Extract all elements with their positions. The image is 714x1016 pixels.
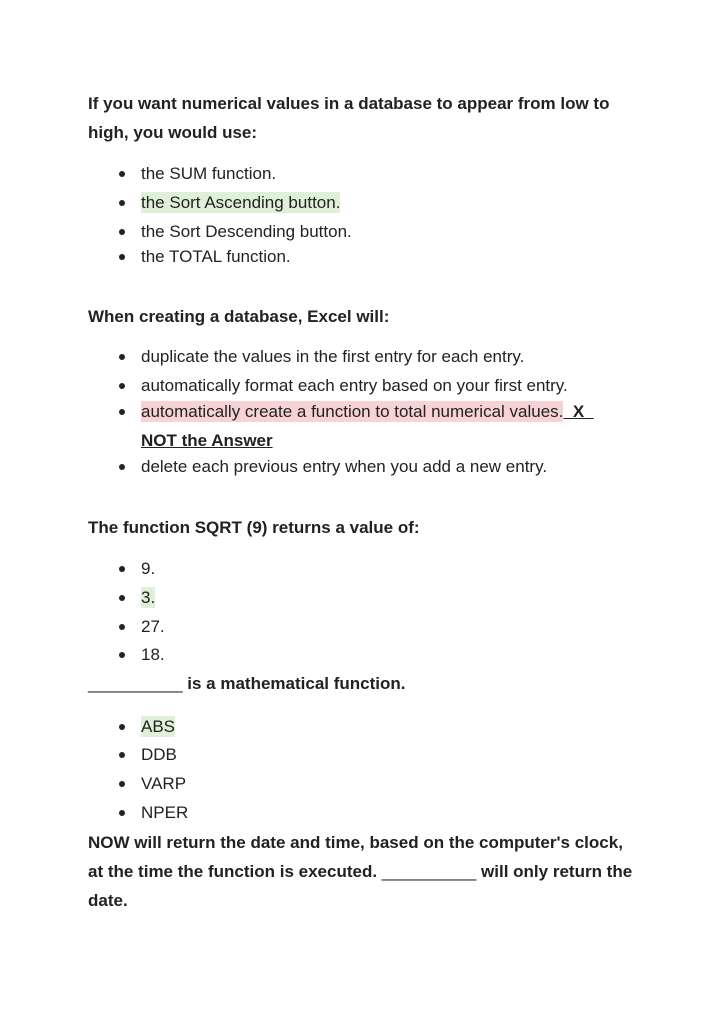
wrong-answer-highlight: automatically create a function to total numerical values.: [141, 402, 564, 421]
option-text: the Sort Descending button.: [141, 222, 352, 241]
answer-blank: __________: [381, 862, 477, 881]
list-item: [88, 374, 633, 398]
bullet-icon: [119, 810, 125, 816]
option-text: automatically format each entry based on your first entry.: [141, 376, 568, 395]
bullet-icon: [119, 652, 125, 658]
option-text: 27.: [141, 617, 165, 636]
bullet-icon: [119, 624, 125, 630]
list-item: [88, 557, 633, 581]
bullet-icon: [119, 566, 125, 572]
list-item: [88, 397, 633, 455]
bullet-icon: [119, 781, 125, 787]
question-3: The function SQRT (9) returns a value of:: [88, 518, 420, 537]
bullet-icon: [119, 171, 125, 177]
list-item: [88, 455, 633, 479]
list-item: [88, 191, 633, 215]
bullet-icon: [119, 354, 125, 360]
option-text: the SUM function.: [141, 164, 277, 183]
option-text: delete each previous entry when you add a new entry.: [141, 457, 548, 476]
option-text: the TOTAL function.: [141, 247, 291, 266]
option-text: NPER: [141, 803, 189, 822]
bullet-icon: [119, 724, 125, 730]
correct-answer-highlight: 3.: [141, 588, 156, 607]
correct-answer-highlight: the Sort Ascending button.: [141, 193, 341, 212]
question-1-options: [88, 162, 633, 269]
bullet-icon: [119, 409, 125, 415]
list-item: [88, 162, 633, 186]
list-item: [88, 586, 633, 610]
bullet-icon: [119, 200, 125, 206]
bullet-icon: [119, 383, 125, 389]
list-item: [88, 643, 633, 667]
option-text: 9.: [141, 559, 156, 578]
list-item: [88, 220, 633, 244]
bullet-icon: [119, 254, 125, 260]
list-item: [88, 715, 633, 739]
list-item: [88, 743, 633, 767]
question-2-options: [88, 345, 633, 479]
wrong-answer-note: NOT the Answer: [141, 431, 273, 450]
bullet-icon: [119, 752, 125, 758]
list-item: [88, 345, 633, 369]
question-5-text-before: NOW will return the date and time, based on the computer's clock, at the time the function is executed.: [88, 833, 623, 881]
question-4: [88, 669, 633, 698]
list-item: [88, 615, 633, 639]
option-text: DDB: [141, 745, 177, 764]
question-5-text-after: will only return the date.: [88, 862, 633, 910]
list-item: [88, 772, 633, 796]
list-item: [88, 245, 633, 269]
question-4-text: is a mathematical function.: [182, 674, 406, 693]
question-2: When creating a database, Excel will:: [88, 307, 390, 326]
quiz-document: [88, 89, 633, 915]
option-text: VARP: [141, 774, 187, 793]
question-3-options: [88, 557, 633, 667]
option-text: 18.: [141, 645, 165, 664]
bullet-icon: [119, 595, 125, 601]
list-item: [88, 801, 633, 825]
wrong-mark: X: [563, 402, 594, 421]
option-text: duplicate the values in the first entry for each entry.: [141, 347, 525, 366]
question-4-options: [88, 715, 633, 825]
answer-blank: __________: [88, 674, 183, 693]
question-5: [88, 828, 633, 915]
bullet-icon: [119, 229, 125, 235]
question-1: If you want numerical values in a database to appear from low to high, you would use:: [88, 94, 610, 142]
correct-answer-highlight: ABS: [141, 717, 176, 736]
bullet-icon: [119, 464, 125, 470]
